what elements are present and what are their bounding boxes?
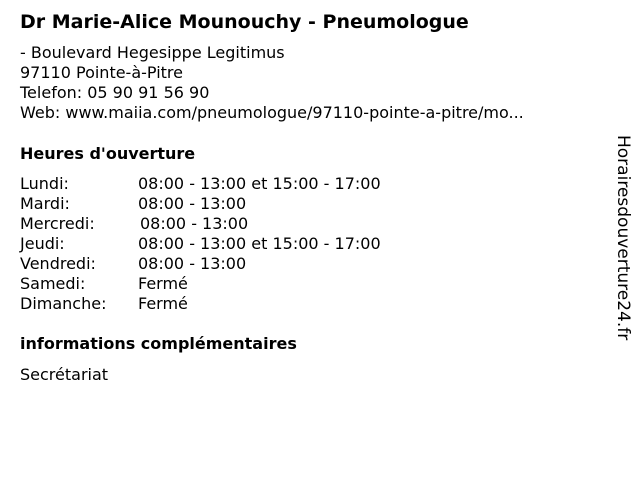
hours-day: Mercredi: <box>20 214 95 233</box>
additional-info-heading: informations complémentaires <box>20 334 297 353</box>
phone-line: Telefon: 05 90 91 56 90 <box>20 83 210 102</box>
hours-time: 08:00 - 13:00 et 15:00 - 17:00 <box>138 234 381 253</box>
hours-time: 08:00 - 13:00 <box>138 194 247 213</box>
opening-hours-heading: Heures d'ouverture <box>20 144 196 163</box>
hours-day: Mardi: <box>20 194 70 213</box>
address-line: - Boulevard Hegesippe Legitimus <box>20 43 285 62</box>
hours-time: 08:00 - 13:00 <box>140 214 249 233</box>
hours-time: 08:00 - 13:00 et 15:00 - 17:00 <box>138 174 381 193</box>
hours-day: Dimanche: <box>20 294 107 313</box>
city-line: 97110 Pointe-à-Pitre <box>20 63 183 82</box>
hours-time: Fermé <box>138 274 188 293</box>
hours-time: Fermé <box>138 294 188 313</box>
hours-day: Vendredi: <box>20 254 96 273</box>
additional-info-text: Secrétariat <box>20 365 109 384</box>
hours-time: 08:00 - 13:00 <box>138 254 247 273</box>
hours-day: Samedi: <box>20 274 86 293</box>
hours-day: Lundi: <box>20 174 69 193</box>
hours-day: Jeudi: <box>20 234 65 253</box>
watermark-text: Horairesdouverture24.fr <box>613 135 633 341</box>
watermark <box>612 135 636 355</box>
page-title: Dr Marie-Alice Mounouchy - Pneumologue <box>20 11 469 33</box>
web-line: Web: www.maiia.com/pneumologue/97110-pointe-a-pitre/mo... <box>20 103 524 122</box>
